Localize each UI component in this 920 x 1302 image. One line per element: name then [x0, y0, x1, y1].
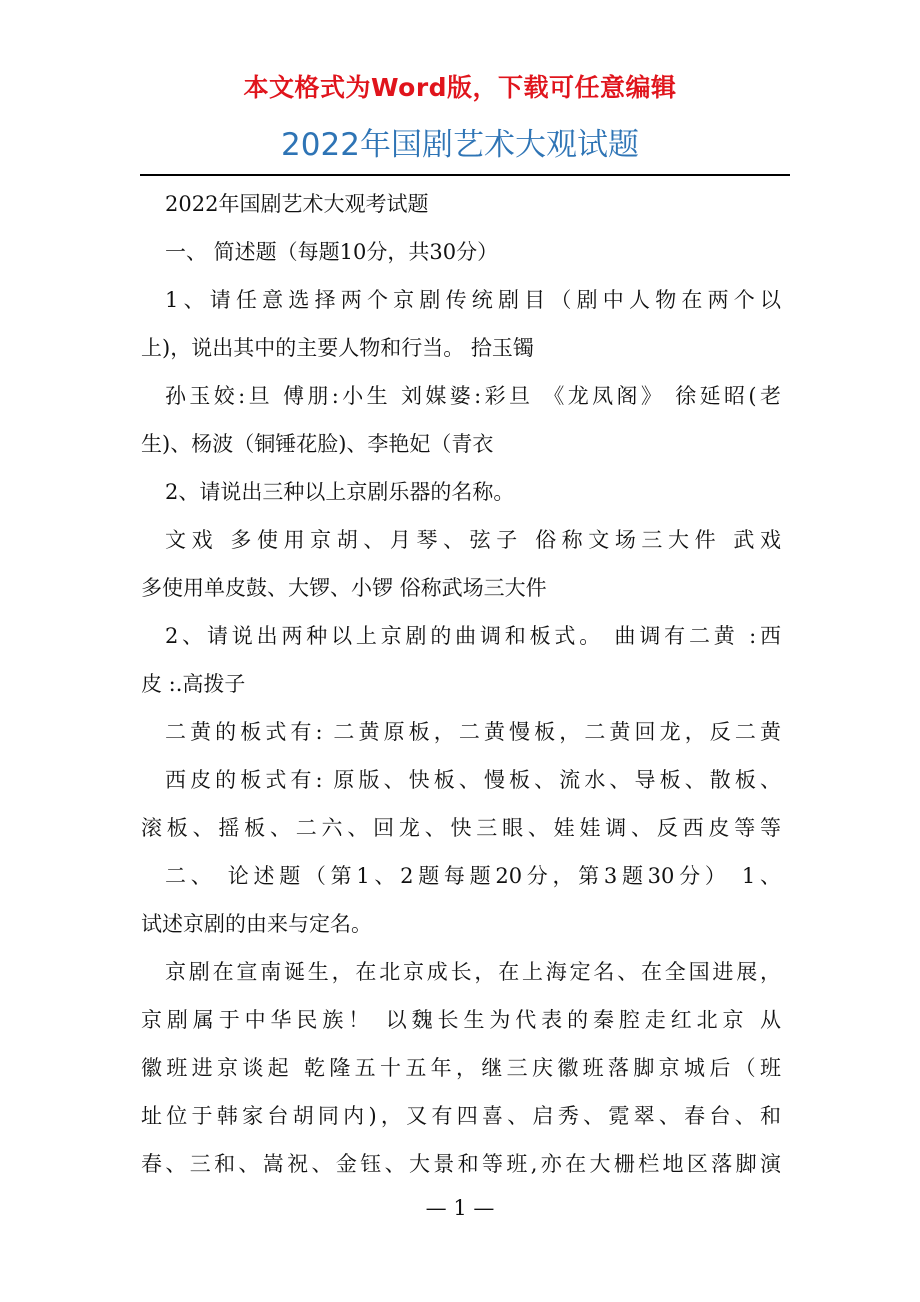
- essay-paragraph-line-4: 址位于韩家台胡同内)，又有四喜、启秀、霓翠、春台、和: [141, 1104, 781, 1128]
- section-one-heading: 一、 简述题（每题10分，共30分）: [165, 240, 499, 264]
- answer-3-xipi: 西皮的板式有: 原版、快板、慢板、流水、导板、散板、: [165, 768, 781, 792]
- document-title: 2022年国剧艺术大观试题: [281, 127, 639, 163]
- page-number: — 1 —: [425, 1196, 495, 1220]
- answer-2-text-cont: 多使用单皮鼓、大锣、小锣 俗称武场三大件: [141, 576, 547, 600]
- essay-paragraph-line-2: 京剧属于中华民族！ 以魏长生为代表的秦腔走红北京 从: [141, 1008, 781, 1032]
- essay-paragraph-line-5: 春、三和、嵩祝、金钰、大景和等班,亦在大栅栏地区落脚演: [141, 1152, 781, 1176]
- question-2-text: 2、请说出三种以上京剧乐器的名称。: [165, 480, 515, 504]
- essay-paragraph-line-3: 徽班进京谈起 乾隆五十五年，继三庆徽班落脚京城后（班: [141, 1056, 781, 1080]
- question-3-text-cont: 皮 :.高拨子: [141, 672, 246, 696]
- answer-1-text-cont: 生)、杨波（铜锤花脸)、李艳妃（青衣: [141, 432, 494, 456]
- answer-3-xipi-cont: 滚板、摇板、二六、回龙、快三眼、娃娃调、反西皮等等: [141, 816, 781, 840]
- exam-heading: 2022年国剧艺术大观考试题: [165, 192, 429, 216]
- section-two-question-1: 试述京剧的由来与定名。: [141, 912, 372, 936]
- section-two-heading: 二、 论述题（第1、2题每题20分，第3题30分） 1、: [165, 864, 781, 888]
- answer-1-text: 孙玉姣:旦 傅朋:小生 刘媒婆:彩旦 《龙凤阁》 徐延昭(老: [165, 384, 781, 408]
- question-1-text-cont: 上)，说出其中的主要人物和行当。 拾玉镯: [141, 336, 534, 360]
- answer-2-text: 文戏 多使用京胡、月琴、弦子 俗称文场三大件 武戏: [165, 528, 781, 552]
- format-notice-banner: 本文格式为Word版，下载可任意编辑: [243, 73, 677, 102]
- question-3-text: 2、请说出两种以上京剧的曲调和板式。 曲调有二黄 :西: [165, 624, 781, 648]
- essay-paragraph-line-1: 京剧在宣南诞生，在北京成长，在上海定名、在全国进展，: [165, 960, 781, 984]
- answer-3-erhuang: 二黄的板式有: 二黄原板，二黄慢板，二黄回龙，反二黄: [165, 720, 781, 744]
- question-1-text: 1、请任意选择两个京剧传统剧目（剧中人物在两个以: [165, 288, 781, 312]
- title-divider: [140, 174, 790, 176]
- document-body: [141, 180, 781, 1188]
